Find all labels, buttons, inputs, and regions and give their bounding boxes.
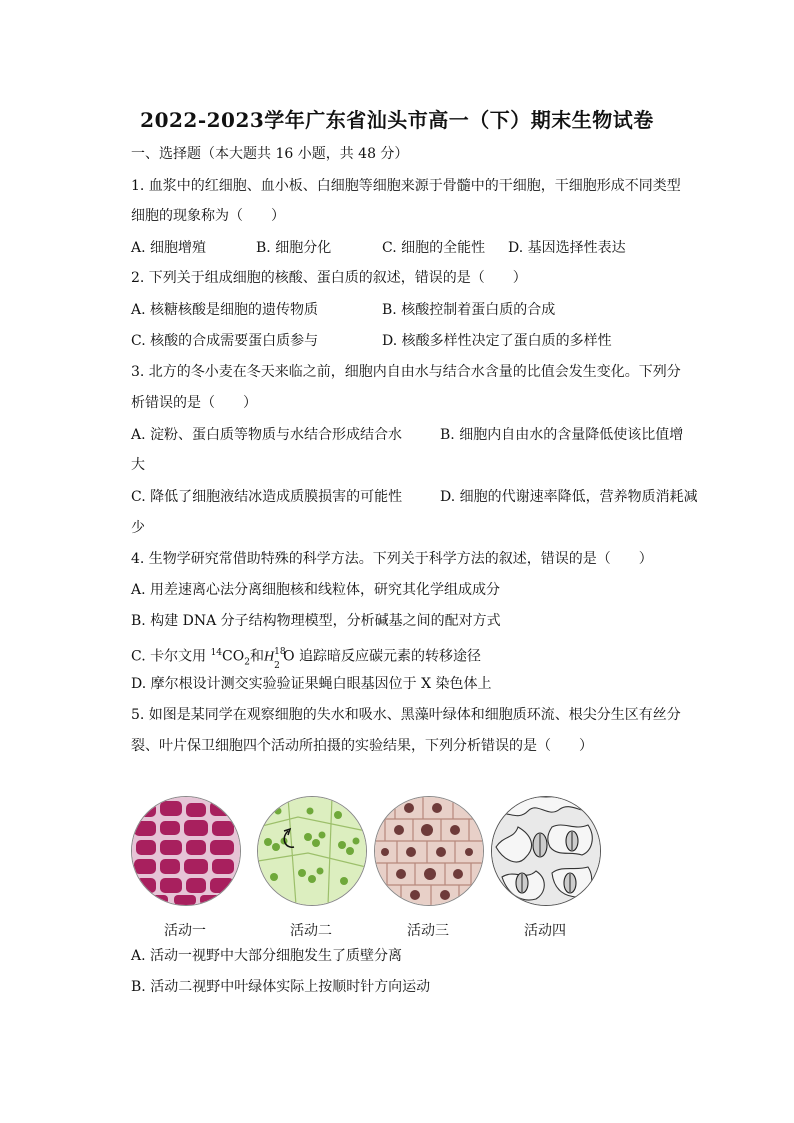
q2-option-d: D. 核酸多样性决定了蛋白质的多样性 — [382, 333, 612, 349]
q3-stem-line1: 3. 北方的冬小麦在冬天来临之前，细胞内自由水与结合水含量的比值会发生变化。下列分 — [131, 364, 681, 380]
q1-stem-line2: 细胞的现象称为（ ） — [131, 208, 285, 224]
q4-option-d: D. 摩尔根设计测交实验验证果蝇白眼基因位于 X 染色体上 — [131, 676, 492, 692]
q3-option-b-line2: 大 — [131, 457, 145, 473]
q3-option-a: A. 淀粉、蛋白质等物质与水结合形成结合水 — [131, 427, 403, 443]
activity3-micrograph — [374, 796, 484, 906]
activity2-micrograph — [257, 796, 367, 906]
q4-option-b: B. 构建 DNA 分子结构物理模型，分析碱基之间的配对方式 — [131, 613, 501, 629]
q5-stem-line2: 裂、叶片保卫细胞四个活动所拍摄的实验结果，下列分析错误的是（ ） — [131, 738, 593, 754]
q3-option-b-line1: B. 细胞内自由水的含量降低使该比值增 — [440, 427, 684, 443]
caption-activity1: 活动一 — [164, 923, 206, 939]
q3-stem-line2: 析错误的是（ ） — [131, 395, 257, 411]
q1-option-c: C. 细胞的全能性 — [382, 240, 486, 256]
section-heading: 一、选择题（本大题共 16 小题，共 48 分） — [131, 146, 409, 162]
q3-option-d-line1: D. 细胞的代谢速率降低，营养物质消耗减 — [440, 489, 698, 505]
caption-activity4: 活动四 — [524, 923, 566, 939]
caption-activity2: 活动二 — [290, 923, 332, 939]
q1-option-b: B. 细胞分化 — [256, 240, 332, 256]
q5-figure-panel — [131, 796, 601, 946]
activity1-micrograph — [131, 796, 241, 906]
activity4-diagram — [491, 796, 601, 906]
q5-option-a: A. 活动一视野中大部分细胞发生了质壁分离 — [131, 948, 403, 964]
q2-option-a: A. 核糖核酸是细胞的遗传物质 — [131, 302, 319, 318]
q4-option-c: C. 卡尔文用 $^{14}CO_2$和H 18 2 O 追踪暗反应碳元素的转移途径 — [131, 646, 482, 671]
q1-stem-line1: 1. 血浆中的红细胞、血小板、白细胞等细胞来源于骨髓中的干细胞，干细胞形成不同类型 — [131, 178, 681, 194]
q1-option-a: A. 细胞增殖 — [131, 240, 207, 256]
caption-activity3: 活动三 — [407, 923, 449, 939]
q2-option-b: B. 核酸控制着蛋白质的合成 — [382, 302, 556, 318]
q1-option-d: D. 基因选择性表达 — [508, 240, 626, 256]
q4-stem: 4. 生物学研究常借助特殊的科学方法。下列关于科学方法的叙述，错误的是（ ） — [131, 551, 653, 567]
q2-option-c: C. 核酸的合成需要蛋白质参与 — [131, 333, 319, 349]
q2-stem: 2. 下列关于组成细胞的核酸、蛋白质的叙述，错误的是（ ） — [131, 270, 527, 286]
q3-option-c: C. 降低了细胞液结冰造成质膜损害的可能性 — [131, 489, 403, 505]
q5-stem-line1: 5. 如图是某同学在观察细胞的失水和吸水、黑藻叶绿体和细胞质环流、根尖分生区有丝分 — [131, 707, 681, 723]
q5-option-b: B. 活动二视野中叶绿体实际上按顺时针方向运动 — [131, 979, 431, 995]
exam-title: 2022-2023学年广东省汕头市高一（下）期末生物试卷 — [140, 108, 654, 132]
q4-option-a: A. 用差速离心法分离细胞核和线粒体，研究其化学组成成分 — [131, 582, 501, 598]
q3-option-d-line2: 少 — [131, 520, 145, 536]
